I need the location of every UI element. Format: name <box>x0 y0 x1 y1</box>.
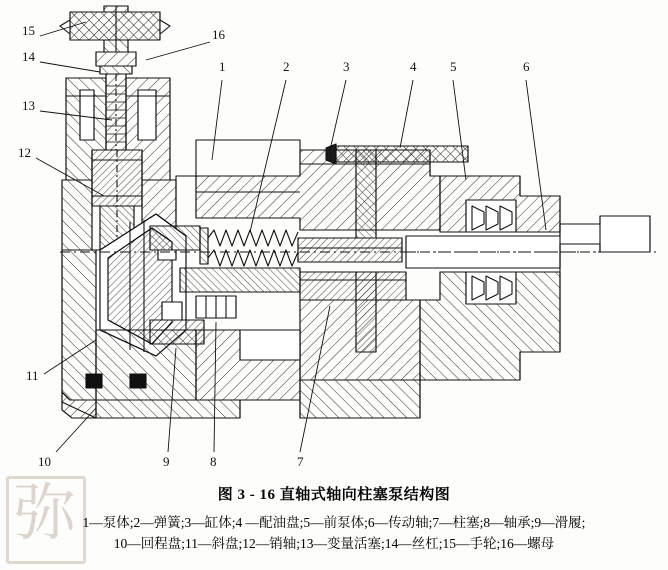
callout-4: 4 <box>410 59 417 74</box>
callout-8: 8 <box>210 454 217 469</box>
watermark-glyph: 弥 <box>13 480 76 548</box>
figure-caption: 图 3 - 16 直轴式轴向柱塞泵结构图 <box>217 487 451 503</box>
callout-16: 16 <box>212 27 225 42</box>
callout-12: 12 <box>18 145 31 160</box>
callout-3: 3 <box>343 59 350 74</box>
callout-6: 6 <box>523 59 530 74</box>
callout-5: 5 <box>450 59 457 74</box>
legend-line-1: 1—泵体;2—弹簧;3—缸体;4 —配油盘;5—前泵体;6—传动轴;7—柱塞;8—轴承;9—滑履; <box>82 515 586 530</box>
callout-10: 10 <box>38 454 51 469</box>
callout-13: 13 <box>22 98 35 113</box>
callout-14: 14 <box>22 49 35 64</box>
callout-2: 2 <box>283 59 290 74</box>
figure-legend <box>6 512 662 554</box>
legend-line-2: 10—回程盘;11—斜盘;12—销轴;13—变量活塞;14—丝杠;15—手轮;16—螺母 <box>113 536 555 551</box>
callout-7: 7 <box>297 454 304 469</box>
callout-9: 9 <box>163 454 170 469</box>
callout-1: 1 <box>219 59 226 74</box>
callout-15: 15 <box>22 23 35 38</box>
callout-11: 11 <box>26 368 39 383</box>
